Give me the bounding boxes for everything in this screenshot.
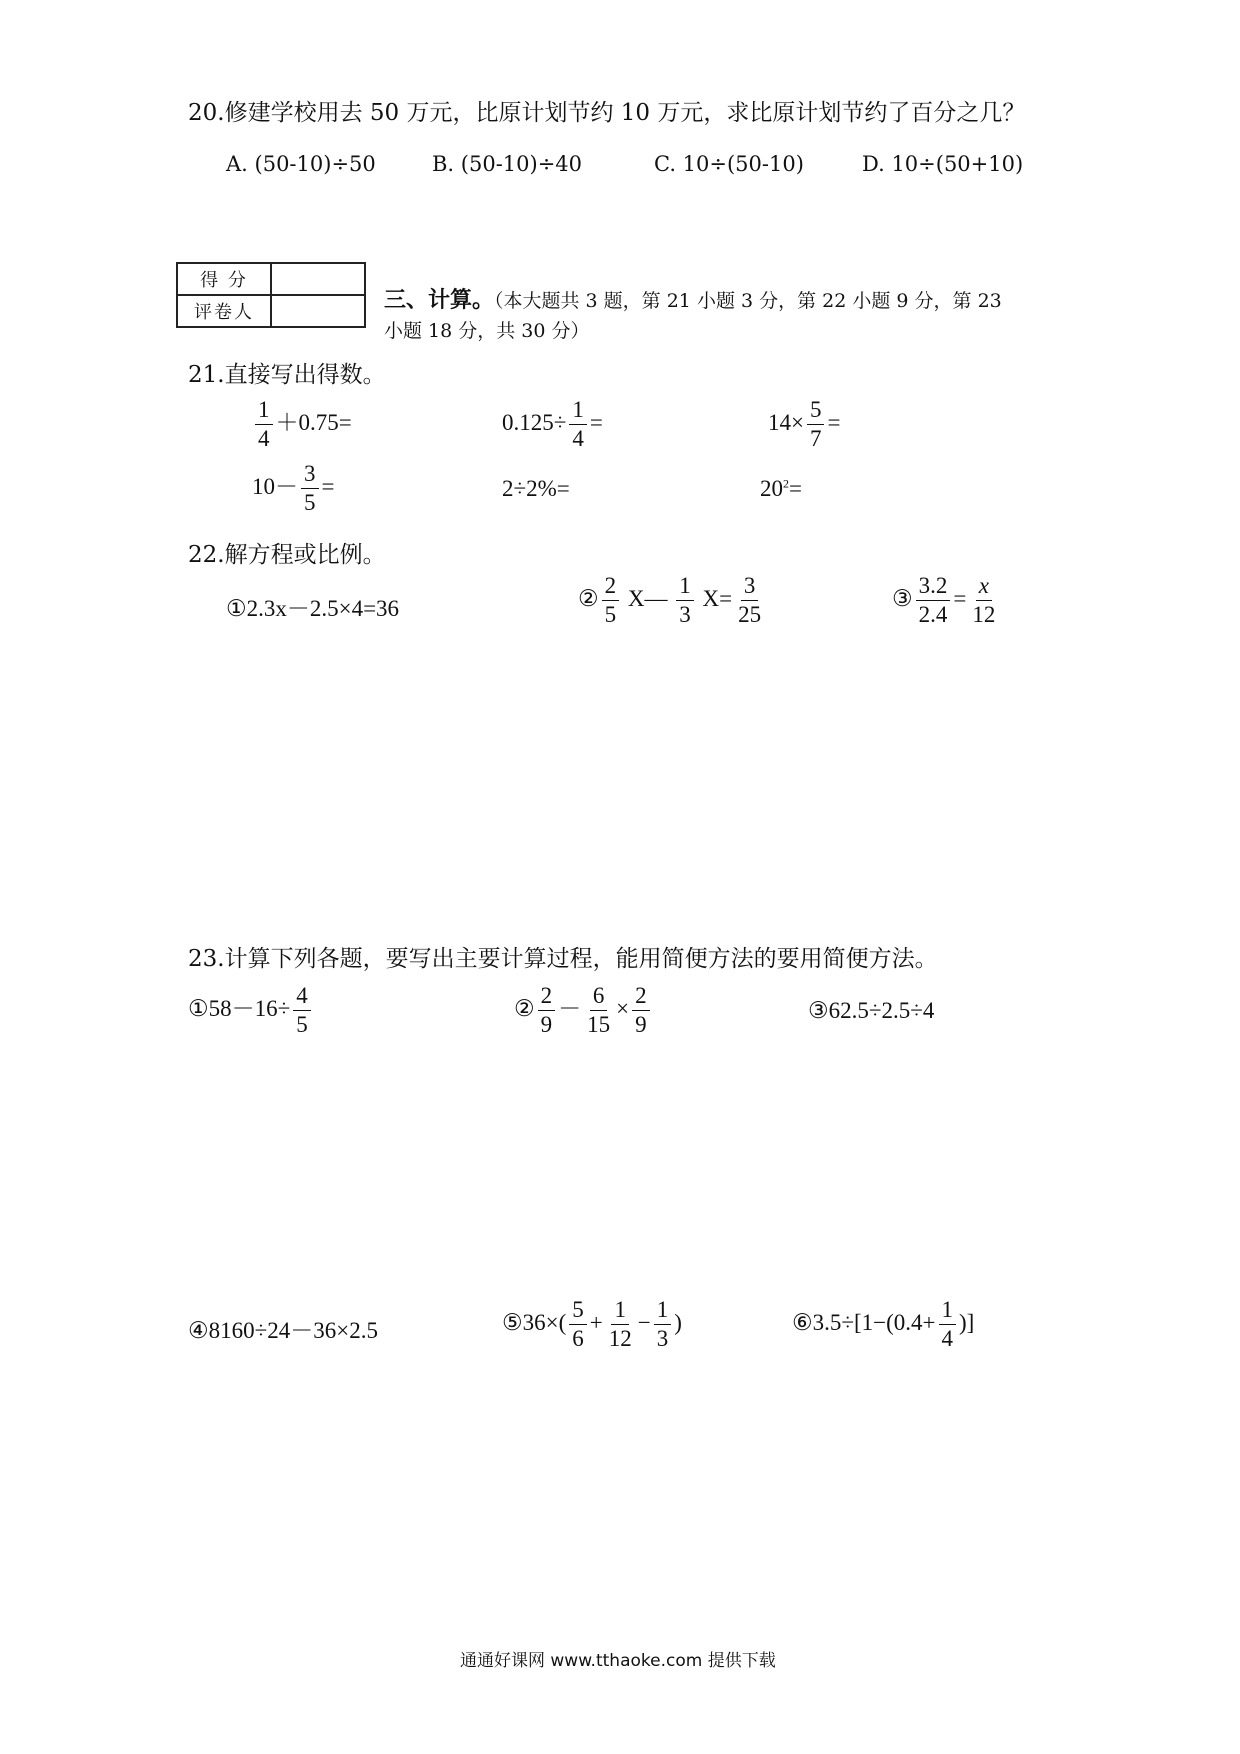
q20-option-d: D. 10÷(50+10) xyxy=(862,152,1024,176)
q21-item-2: 0.125÷ $\frac{1}{4}$ = xyxy=(502,397,603,452)
page-footer: 通通好课网 www.tthaoke.com 提供下载 xyxy=(460,1651,776,1671)
score-box xyxy=(176,262,366,328)
grader-label: 评卷人 xyxy=(177,295,271,327)
q20-option-b: B. (50-10)÷40 xyxy=(432,152,583,176)
q23-problem-5: ⑤36×( $\frac{5}{6}$ + $\frac{1}{12}$ − $\frac{1}{3}$ ) xyxy=(502,1297,682,1352)
q20-text: 20.修建学校用去 50 万元，比原计划节约 10 万元，求比原计划节约了百分之几？ xyxy=(188,100,1026,126)
q22-title: 22.解方程或比例。 xyxy=(188,542,386,568)
score-label: 得 分 xyxy=(177,263,271,295)
grader-field[interactable] xyxy=(271,295,365,327)
q22-eq3: ③ $\frac{3.2}{2.4}$ = $\frac{x}{12}$ xyxy=(892,573,996,628)
q23-problem-2: ② $\frac{2}{9}$ － $\frac{6}{15}$ × $\frac{2}{9}$ xyxy=(514,984,653,1037)
q23-problem-1: ①58－16÷ $\frac{4}{5}$ xyxy=(188,984,314,1037)
q20-option-c: C. 10÷(50-10) xyxy=(654,152,804,176)
q23-problem-3: ③62.5÷2.5÷4 xyxy=(808,998,935,1023)
q21-item-5: 2÷2%= xyxy=(502,476,570,501)
section3-note-2: 小题 18 分，共 30 分） xyxy=(384,320,590,342)
q21-title: 21.直接写出得数。 xyxy=(188,362,386,388)
q20-option-a: A. (50-10)÷50 xyxy=(226,152,376,176)
q22-eq2: ② $\frac{2}{5}$ X— $\frac{1}{3}$ X= $\frac{3}{25}$ xyxy=(578,573,762,628)
score-field[interactable] xyxy=(271,263,365,295)
q21-item-1: $\frac{1}{4}$ ＋0.75= xyxy=(252,398,352,451)
q21-item-6: $20^2=$ xyxy=(760,476,802,501)
q21-item-3: 14× $\frac{5}{7}$ = xyxy=(768,397,841,452)
q22-eq1: ①2.3x－2.5×4=36 xyxy=(226,596,400,621)
section3-note-1: （本大题共 3 题，第 21 小题 3 分，第 22 小题 9 分，第 23 xyxy=(494,290,1002,312)
section3-title: 三、计算。 xyxy=(384,287,495,313)
q21-item-4: 10－ $\frac{3}{5}$ = xyxy=(252,461,335,516)
q23-title: 23.计算下列各题，要写出主要计算过程，能用简便方法的要用简便方法。 xyxy=(188,946,938,972)
q23-problem-6: ⑥3.5÷[1−(0.4+ $\frac{1}{4}$ )] xyxy=(792,1297,975,1352)
q23-problem-4: ④8160÷24－36×2.5 xyxy=(188,1318,378,1343)
section3-heading xyxy=(384,283,1002,314)
